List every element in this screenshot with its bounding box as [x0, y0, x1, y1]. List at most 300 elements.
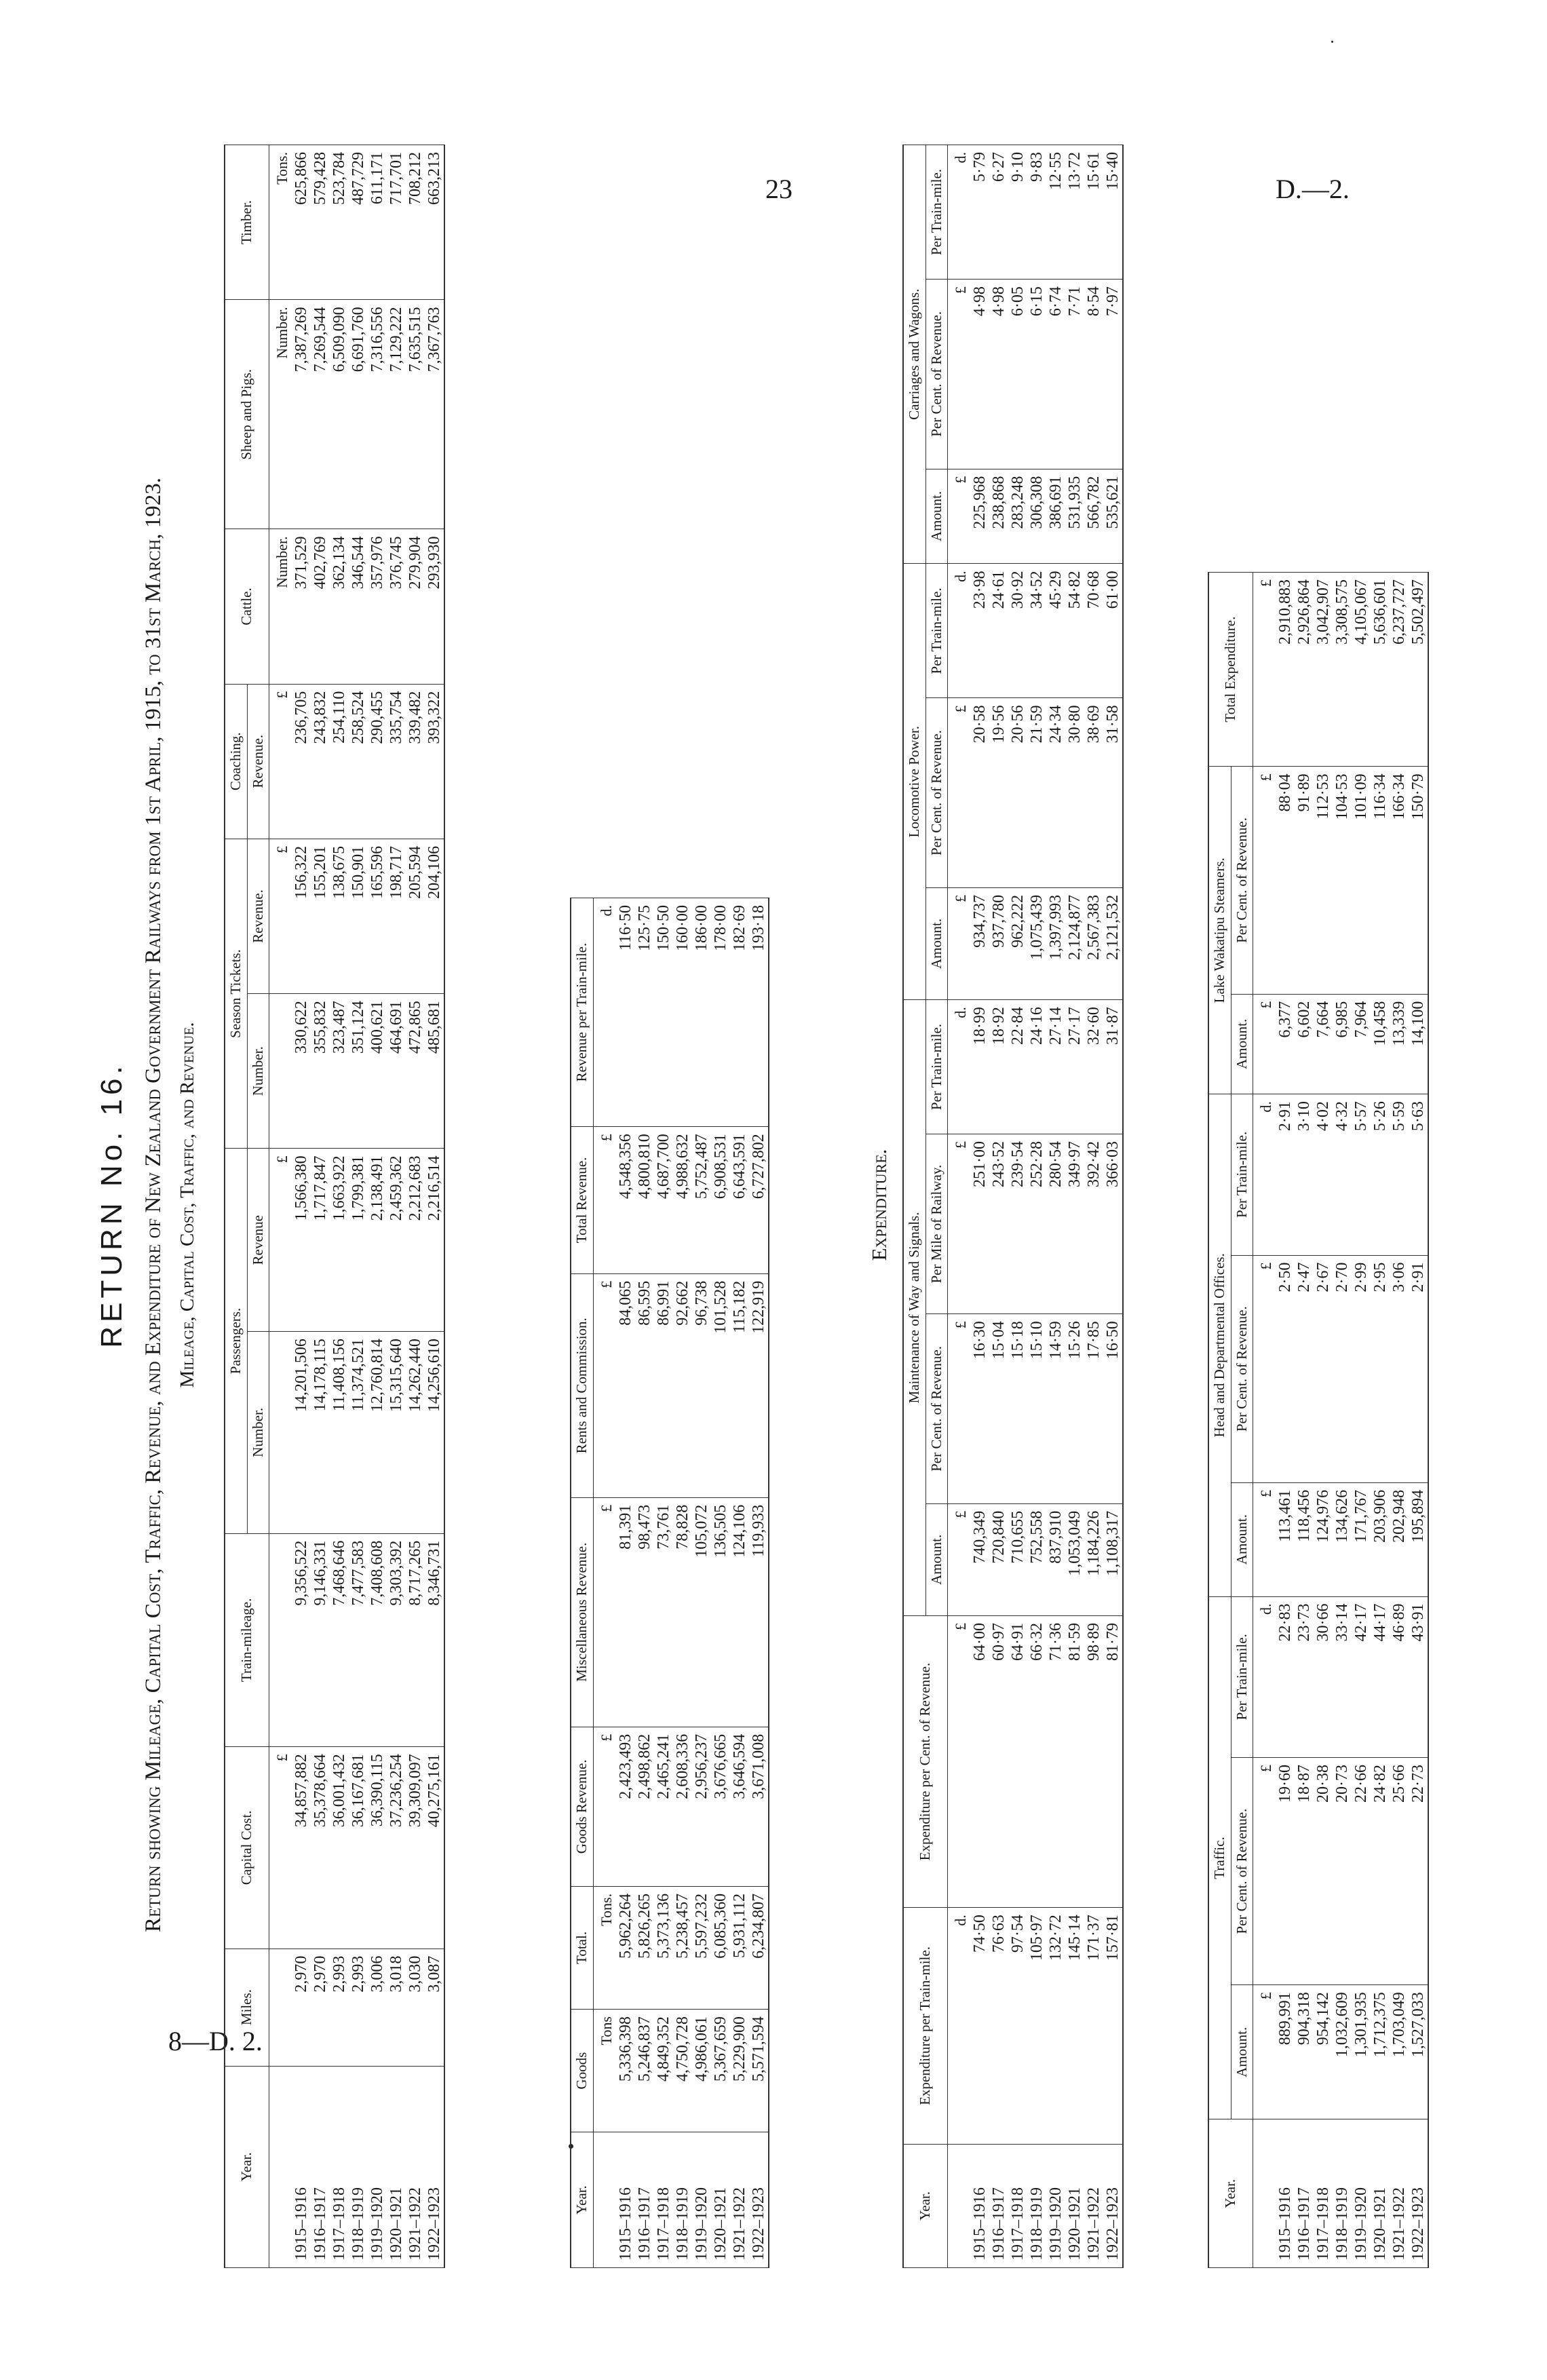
- year-cell: 1920–1921: [711, 2132, 730, 2268]
- value-cell: 25·66: [1390, 1758, 1409, 1985]
- value-cell: 14,201,506: [292, 1332, 311, 1533]
- value-cell: 4·98: [989, 280, 1008, 469]
- value-cell: 400,621: [368, 994, 387, 1149]
- unit-cell: £: [1253, 1482, 1276, 1596]
- unit-cell: £: [1253, 767, 1276, 994]
- value-cell: 64·91: [1008, 1615, 1027, 1907]
- value-cell: 22·84: [1008, 1000, 1027, 1134]
- section-heading-revenue: Mileage, Capital Cost, Traffic, and Revenue.: [176, 1022, 198, 1388]
- col-way-per-train-mile: Per Train-mile.: [925, 1000, 948, 1134]
- unit-cell: [269, 1332, 292, 1533]
- group-traffic: Traffic.: [1208, 1596, 1231, 2119]
- value-cell: 3,646,594: [730, 1727, 749, 1886]
- value-cell: 70·68: [1084, 564, 1103, 698]
- value-cell: 186·00: [692, 898, 711, 1127]
- table-row: [1027, 145, 1046, 2268]
- value-cell: 157·81: [1103, 1908, 1123, 2145]
- col-lake-per-cent: Per Cent. of Revenue.: [1231, 767, 1253, 994]
- value-cell: 12·55: [1046, 145, 1065, 280]
- value-cell: 5·79: [970, 145, 989, 280]
- value-cell: 708,212: [406, 145, 425, 300]
- value-cell: 81·79: [1103, 1615, 1123, 1907]
- value-cell: 7·71: [1065, 280, 1084, 469]
- value-cell: 97·54: [1008, 1908, 1027, 2145]
- table-row: [749, 898, 769, 2268]
- value-cell: 145·14: [1065, 1908, 1084, 2145]
- value-cell: 1,799,381: [349, 1149, 368, 1332]
- value-cell: 54·82: [1065, 564, 1084, 698]
- value-cell: 7,468,646: [330, 1533, 349, 1747]
- rotated-return-sheet: [88, 134, 1479, 2276]
- year-cell: 1915–1916: [292, 2066, 311, 2267]
- value-cell: 14,100: [1409, 994, 1428, 1094]
- value-cell: 32·60: [1084, 1000, 1103, 1134]
- value-cell: 6·27: [989, 145, 1008, 280]
- value-cell: 7,269,544: [311, 300, 330, 529]
- col-carriage-amount: Amount.: [925, 469, 948, 564]
- page-footer: 8—D. 2.: [168, 2026, 263, 2056]
- group-season-tickets: Season Tickets.: [225, 839, 247, 1149]
- table-body: [269, 145, 445, 2268]
- value-cell: 2,926,864: [1295, 573, 1314, 767]
- value-cell: 485,681: [425, 994, 444, 1149]
- table-row: [330, 145, 349, 2268]
- value-cell: 2,567,383: [1084, 887, 1103, 999]
- value-cell: 35,378,664: [311, 1747, 330, 1949]
- value-cell: 24·61: [989, 564, 1008, 698]
- value-cell: 8,717,265: [406, 1533, 425, 1747]
- col-rents-commission: Rents and Commission.: [571, 1273, 593, 1497]
- col-train-mileage: Train-mileage.: [225, 1533, 269, 1747]
- table-row: [730, 898, 749, 2268]
- value-cell: 125·75: [635, 898, 654, 1127]
- value-cell: 2,498,862: [635, 1727, 654, 1886]
- table-row: [311, 145, 330, 2268]
- value-cell: 34,857,882: [292, 1747, 311, 1949]
- value-cell: 4,849,352: [654, 2010, 673, 2132]
- unit-cell: [269, 1949, 292, 2066]
- value-cell: 43·91: [1409, 1596, 1428, 1757]
- table-row: [406, 145, 425, 2268]
- col-head-per-train-mile: Per Train-mile.: [1231, 1094, 1253, 1255]
- value-cell: 15·61: [1084, 145, 1103, 280]
- value-cell: 8,346,731: [425, 1533, 444, 1747]
- year-cell: 1922–1923: [749, 2132, 769, 2268]
- value-cell: 24·34: [1046, 698, 1065, 887]
- value-cell: 1,301,935: [1352, 1985, 1371, 2119]
- value-cell: 523,784: [330, 145, 349, 300]
- col-total: Total.: [571, 1886, 593, 2009]
- col-way-amount: Amount.: [925, 1503, 948, 1615]
- value-cell: 150,901: [349, 839, 368, 993]
- value-cell: 962,222: [1008, 887, 1027, 999]
- col-total-revenue: Total Revenue.: [571, 1127, 593, 1274]
- value-cell: 7·97: [1103, 280, 1123, 469]
- value-cell: 535,621: [1103, 469, 1123, 564]
- value-cell: 3,042,907: [1314, 573, 1333, 767]
- value-cell: 195,894: [1409, 1482, 1428, 1596]
- value-cell: 24·82: [1371, 1758, 1390, 1985]
- table-row: [1371, 573, 1390, 2268]
- value-cell: 8·54: [1084, 280, 1103, 469]
- value-cell: 1,075,439: [1027, 887, 1046, 999]
- return-subtitle: Return showing Mileage, Capital Cost, Traffic, Revenue, and Expenditure of New Zealand Government Railways from 1st April, 1915, to 31st March, 1923.: [141, 477, 166, 1933]
- unit-cell: £: [948, 1314, 971, 1503]
- value-cell: 5,336,398: [616, 2010, 635, 2132]
- value-cell: 71·36: [1046, 1615, 1065, 1907]
- unit-cell: d.: [1253, 1094, 1276, 1255]
- unit-cell: d.: [948, 1908, 971, 2145]
- value-cell: 15·18: [1008, 1314, 1027, 1503]
- value-cell: 98,473: [635, 1497, 654, 1727]
- unit-cell: d.: [1253, 1596, 1276, 1757]
- value-cell: 156,322: [292, 839, 311, 993]
- year-cell: 1916–1917: [311, 2066, 330, 2267]
- col-carriage-per-train-mile: Per Train-mile.: [925, 145, 948, 280]
- value-cell: 11,408,156: [330, 1332, 349, 1533]
- unit-cell: [948, 2144, 971, 2267]
- value-cell: 36,167,681: [349, 1747, 368, 1949]
- value-cell: 15·26: [1065, 1314, 1084, 1503]
- value-cell: 45·29: [1046, 564, 1065, 698]
- value-cell: 487,729: [349, 145, 368, 300]
- mileage-traffic-table: [224, 145, 445, 2268]
- col-miles: Miles.: [225, 1949, 269, 2066]
- table-row: [387, 145, 406, 2268]
- value-cell: 4,105,067: [1352, 573, 1371, 767]
- value-cell: 2·70: [1333, 1255, 1352, 1482]
- value-cell: 5,752,487: [692, 1127, 711, 1274]
- unit-cell: £: [948, 887, 971, 999]
- value-cell: 3,030: [406, 1949, 425, 2066]
- value-cell: 3,018: [387, 1949, 406, 2066]
- value-cell: 86,991: [654, 1273, 673, 1497]
- value-cell: 283,248: [1008, 469, 1027, 564]
- unit-cell: £: [593, 1727, 616, 1886]
- value-cell: 6,234,807: [749, 1886, 769, 2009]
- expenditure-table-2: [1208, 572, 1429, 2268]
- value-cell: 2,608,336: [673, 1727, 692, 1886]
- value-cell: 1,184,226: [1084, 1503, 1103, 1615]
- value-cell: 392·42: [1084, 1134, 1103, 1314]
- col-passengers-number: Number.: [247, 1332, 269, 1533]
- table-row: [349, 145, 368, 2268]
- value-cell: 116·34: [1371, 767, 1390, 994]
- value-cell: 2·50: [1276, 1255, 1295, 1482]
- units-row: [948, 145, 971, 2268]
- col-misc-revenue: Miscellaneous Revenue.: [571, 1497, 593, 1727]
- col-sheep-pigs: Sheep and Pigs.: [225, 300, 269, 529]
- value-cell: 4,988,632: [673, 1127, 692, 1274]
- year-cell: 1921–1922: [1390, 2119, 1409, 2268]
- value-cell: 5,502,497: [1409, 573, 1428, 767]
- value-cell: 136,505: [711, 1497, 730, 1727]
- value-cell: 376,745: [387, 529, 406, 684]
- value-cell: 20·56: [1008, 698, 1027, 887]
- year-cell: 1915–1916: [970, 2144, 989, 2267]
- value-cell: 710,655: [1008, 1503, 1027, 1615]
- year-cell: 1917–1918: [330, 2066, 349, 2267]
- year-cell: 1921–1922: [1084, 2144, 1103, 2267]
- section-heading-expenditure: Expenditure.: [867, 1149, 891, 1261]
- unit-cell: £: [269, 1149, 292, 1332]
- value-cell: 6,085,360: [711, 1886, 730, 2009]
- value-cell: 1,566,380: [292, 1149, 311, 1332]
- value-cell: 134,626: [1333, 1482, 1352, 1596]
- value-cell: 88·04: [1276, 767, 1295, 994]
- col-total-expenditure: Total Expenditure.: [1208, 573, 1253, 767]
- unit-cell: £: [948, 1615, 971, 1907]
- value-cell: 837,910: [1046, 1503, 1065, 1615]
- value-cell: 236,705: [292, 684, 311, 839]
- unit-cell: Tons.: [269, 145, 292, 300]
- value-cell: 20·38: [1314, 1758, 1333, 1985]
- value-cell: 4·02: [1314, 1094, 1333, 1255]
- year-cell: 1920–1921: [387, 2066, 406, 2267]
- value-cell: 2,910,883: [1276, 573, 1295, 767]
- year-cell: 1922–1923: [1103, 2144, 1123, 2267]
- value-cell: 119,933: [749, 1497, 769, 1727]
- value-cell: 5,597,232: [692, 1886, 711, 2009]
- value-cell: 2,212,683: [406, 1149, 425, 1332]
- table-row: [673, 898, 692, 2268]
- value-cell: 132·72: [1046, 1908, 1065, 2145]
- value-cell: 27·14: [1046, 1000, 1065, 1134]
- value-cell: 14·59: [1046, 1314, 1065, 1503]
- col-exp-per-train-mile: Expenditure per Train-mile.: [903, 1908, 948, 2145]
- year-cell: 1918–1919: [1333, 2119, 1352, 2268]
- value-cell: 91·89: [1295, 767, 1314, 994]
- value-cell: 2,993: [349, 1949, 368, 2066]
- table-body: [593, 898, 769, 2268]
- page-number: 23: [765, 174, 792, 204]
- value-cell: 60·97: [989, 1615, 1008, 1907]
- col-loco-per-cent: Per Cent. of Revenue.: [925, 698, 948, 887]
- value-cell: 362,134: [330, 529, 349, 684]
- value-cell: 243,832: [311, 684, 330, 839]
- value-cell: 357,976: [368, 529, 387, 684]
- value-cell: 11,374,521: [349, 1332, 368, 1533]
- value-cell: 113,461: [1276, 1482, 1295, 1596]
- value-cell: 611,171: [368, 145, 387, 300]
- value-cell: 171,767: [1352, 1482, 1371, 1596]
- value-cell: 5,636,601: [1371, 573, 1390, 767]
- value-cell: 30·92: [1008, 564, 1027, 698]
- value-cell: 96,738: [692, 1273, 711, 1497]
- table-row: [1333, 573, 1352, 2268]
- value-cell: 22·83: [1276, 1596, 1295, 1757]
- unit-cell: £: [948, 280, 971, 469]
- value-cell: 6,377: [1276, 994, 1295, 1094]
- units-row: [1253, 573, 1276, 2268]
- ink-speck: [1331, 41, 1333, 43]
- value-cell: 355,832: [311, 994, 330, 1149]
- col-loco-amount: Amount.: [925, 887, 948, 999]
- value-cell: 81·59: [1065, 1615, 1084, 1907]
- value-cell: 14,256,610: [425, 1332, 444, 1533]
- table-body: [1253, 573, 1429, 2268]
- value-cell: 31·58: [1103, 698, 1123, 887]
- table-row: [692, 898, 711, 2268]
- value-cell: 6,509,090: [330, 300, 349, 529]
- value-cell: 76·63: [989, 1908, 1008, 2145]
- value-cell: 112·53: [1314, 767, 1333, 994]
- value-cell: 4·98: [970, 280, 989, 469]
- value-cell: 531,935: [1065, 469, 1084, 564]
- value-cell: 6·74: [1046, 280, 1065, 469]
- value-cell: 31·87: [1103, 1000, 1123, 1134]
- group-coaching: Coaching.: [225, 684, 247, 839]
- year-cell: 1922–1923: [425, 2066, 444, 2267]
- col-exp-per-cent: Expenditure per Cent. of Revenue.: [903, 1615, 948, 1907]
- table-row: [654, 898, 673, 2268]
- value-cell: 717,701: [387, 145, 406, 300]
- table-row: [368, 145, 387, 2268]
- year-cell: 1918–1919: [1027, 2144, 1046, 2267]
- year-cell: 1917–1918: [1008, 2144, 1027, 2267]
- value-cell: 9·83: [1027, 145, 1046, 280]
- col-loco-per-train-mile: Per Train-mile.: [925, 564, 948, 698]
- value-cell: 5,238,457: [673, 1886, 692, 2009]
- value-cell: 36,390,115: [368, 1747, 387, 1949]
- col-year: Year.: [571, 2132, 593, 2268]
- col-head-per-cent: Per Cent. of Revenue.: [1231, 1255, 1253, 1482]
- value-cell: 371,529: [292, 529, 311, 684]
- unit-cell: £: [1253, 1255, 1276, 1482]
- unit-cell: [269, 2066, 292, 2267]
- value-cell: 14,178,115: [311, 1332, 330, 1533]
- value-cell: 349·97: [1065, 1134, 1084, 1314]
- value-cell: 934,737: [970, 887, 989, 999]
- col-year: Year.: [1208, 2119, 1253, 2268]
- table-row: [1084, 145, 1103, 2268]
- value-cell: 6,237,727: [1390, 573, 1409, 767]
- col-season-number: Number.: [247, 994, 269, 1149]
- value-cell: 6,691,760: [349, 300, 368, 529]
- value-cell: 122,919: [749, 1273, 769, 1497]
- table-row: [1046, 145, 1065, 2268]
- table-row: [1352, 573, 1371, 2268]
- value-cell: 243·52: [989, 1134, 1008, 1314]
- col-goods: Goods: [571, 2010, 593, 2132]
- value-cell: 81,391: [616, 1497, 635, 1727]
- value-cell: 7,635,515: [406, 300, 425, 529]
- value-cell: 36,001,432: [330, 1747, 349, 1949]
- value-cell: 7,367,763: [425, 300, 444, 529]
- value-cell: 4,687,700: [654, 1127, 673, 1274]
- value-cell: 3,308,575: [1333, 573, 1352, 767]
- value-cell: 155,201: [311, 839, 330, 993]
- table-body: [948, 145, 1124, 2268]
- col-timber: Timber.: [225, 145, 269, 300]
- value-cell: 238,868: [989, 469, 1008, 564]
- value-cell: 625,866: [292, 145, 311, 300]
- value-cell: 7,664: [1314, 994, 1333, 1094]
- col-head-amount: Amount.: [1231, 1482, 1253, 1596]
- year-cell: 1920–1921: [1065, 2144, 1084, 2267]
- unit-cell: [269, 994, 292, 1149]
- col-traffic-amount: Amount.: [1231, 1985, 1253, 2119]
- value-cell: 323,487: [330, 994, 349, 1149]
- col-cattle: Cattle.: [225, 529, 269, 684]
- unit-cell: £: [948, 469, 971, 564]
- col-way-per-cent: Per Cent. of Revenue.: [925, 1314, 948, 1503]
- value-cell: 2·91: [1276, 1094, 1295, 1255]
- value-cell: 3,676,665: [711, 1727, 730, 1886]
- value-cell: 3·06: [1390, 1255, 1409, 1482]
- goods-revenue-table: [570, 898, 769, 2268]
- unit-cell: Tons: [593, 2010, 616, 2132]
- value-cell: 239·54: [1008, 1134, 1027, 1314]
- value-cell: 6·15: [1027, 280, 1046, 469]
- value-cell: 17·85: [1084, 1314, 1103, 1503]
- return-title: RETURN No. 16.: [95, 1062, 128, 1348]
- value-cell: 3,087: [425, 1949, 444, 2066]
- unit-cell: £: [593, 1127, 616, 1274]
- col-lake-amount: Amount.: [1231, 994, 1253, 1094]
- value-cell: 105·97: [1027, 1908, 1046, 2145]
- value-cell: 2·67: [1314, 1255, 1333, 1482]
- unit-cell: £: [269, 839, 292, 993]
- value-cell: 2,970: [311, 1949, 330, 2066]
- value-cell: 7,129,222: [387, 300, 406, 529]
- value-cell: 3,671,008: [749, 1727, 769, 1886]
- col-way-per-mile-railway: Per Mile of Railway.: [925, 1134, 948, 1314]
- value-cell: 115,182: [730, 1273, 749, 1497]
- col-goods-revenue: Goods Revenue.: [571, 1727, 593, 1886]
- value-cell: 386,691: [1046, 469, 1065, 564]
- value-cell: 280·54: [1046, 1134, 1065, 1314]
- value-cell: 37,236,254: [387, 1747, 406, 1949]
- value-cell: 3,006: [368, 1949, 387, 2066]
- value-cell: 14,262,440: [406, 1332, 425, 1533]
- value-cell: 2,465,241: [654, 1727, 673, 1886]
- document-code: D.—2.: [1276, 174, 1350, 204]
- value-cell: 171·37: [1084, 1908, 1103, 2145]
- group-passengers: Passengers.: [225, 1149, 247, 1533]
- value-cell: 22·73: [1409, 1758, 1428, 1985]
- value-cell: 19·56: [989, 698, 1008, 887]
- value-cell: 101·09: [1352, 767, 1371, 994]
- value-cell: 22·66: [1352, 1758, 1371, 1985]
- col-traffic-per-cent: Per Cent. of Revenue.: [1231, 1758, 1253, 1985]
- table-row: [1314, 573, 1333, 2268]
- value-cell: 293,930: [425, 529, 444, 684]
- year-cell: 1916–1917: [1295, 2119, 1314, 2268]
- unit-cell: £: [1253, 994, 1276, 1094]
- value-cell: 44·17: [1371, 1596, 1390, 1757]
- unit-cell: £: [269, 1747, 292, 1949]
- value-cell: 13,339: [1390, 994, 1409, 1094]
- unit-cell: d.: [948, 1000, 971, 1134]
- value-cell: 4,986,061: [692, 2010, 711, 2132]
- value-cell: 46·89: [1390, 1596, 1409, 1757]
- year-cell: 1921–1922: [730, 2132, 749, 2268]
- table-row: [292, 145, 311, 2268]
- value-cell: 84,065: [616, 1273, 635, 1497]
- value-cell: 5·63: [1409, 1094, 1428, 1255]
- value-cell: 178·00: [711, 898, 730, 1127]
- year-cell: 1919–1920: [368, 2066, 387, 2267]
- value-cell: 18·87: [1295, 1758, 1314, 1985]
- value-cell: 663,213: [425, 145, 444, 300]
- value-cell: 40,275,161: [425, 1747, 444, 1949]
- value-cell: 2,459,362: [387, 1149, 406, 1332]
- table-row: [635, 898, 654, 2268]
- value-cell: 402,769: [311, 529, 330, 684]
- value-cell: 2·99: [1352, 1255, 1371, 1482]
- unit-cell: £: [269, 684, 292, 839]
